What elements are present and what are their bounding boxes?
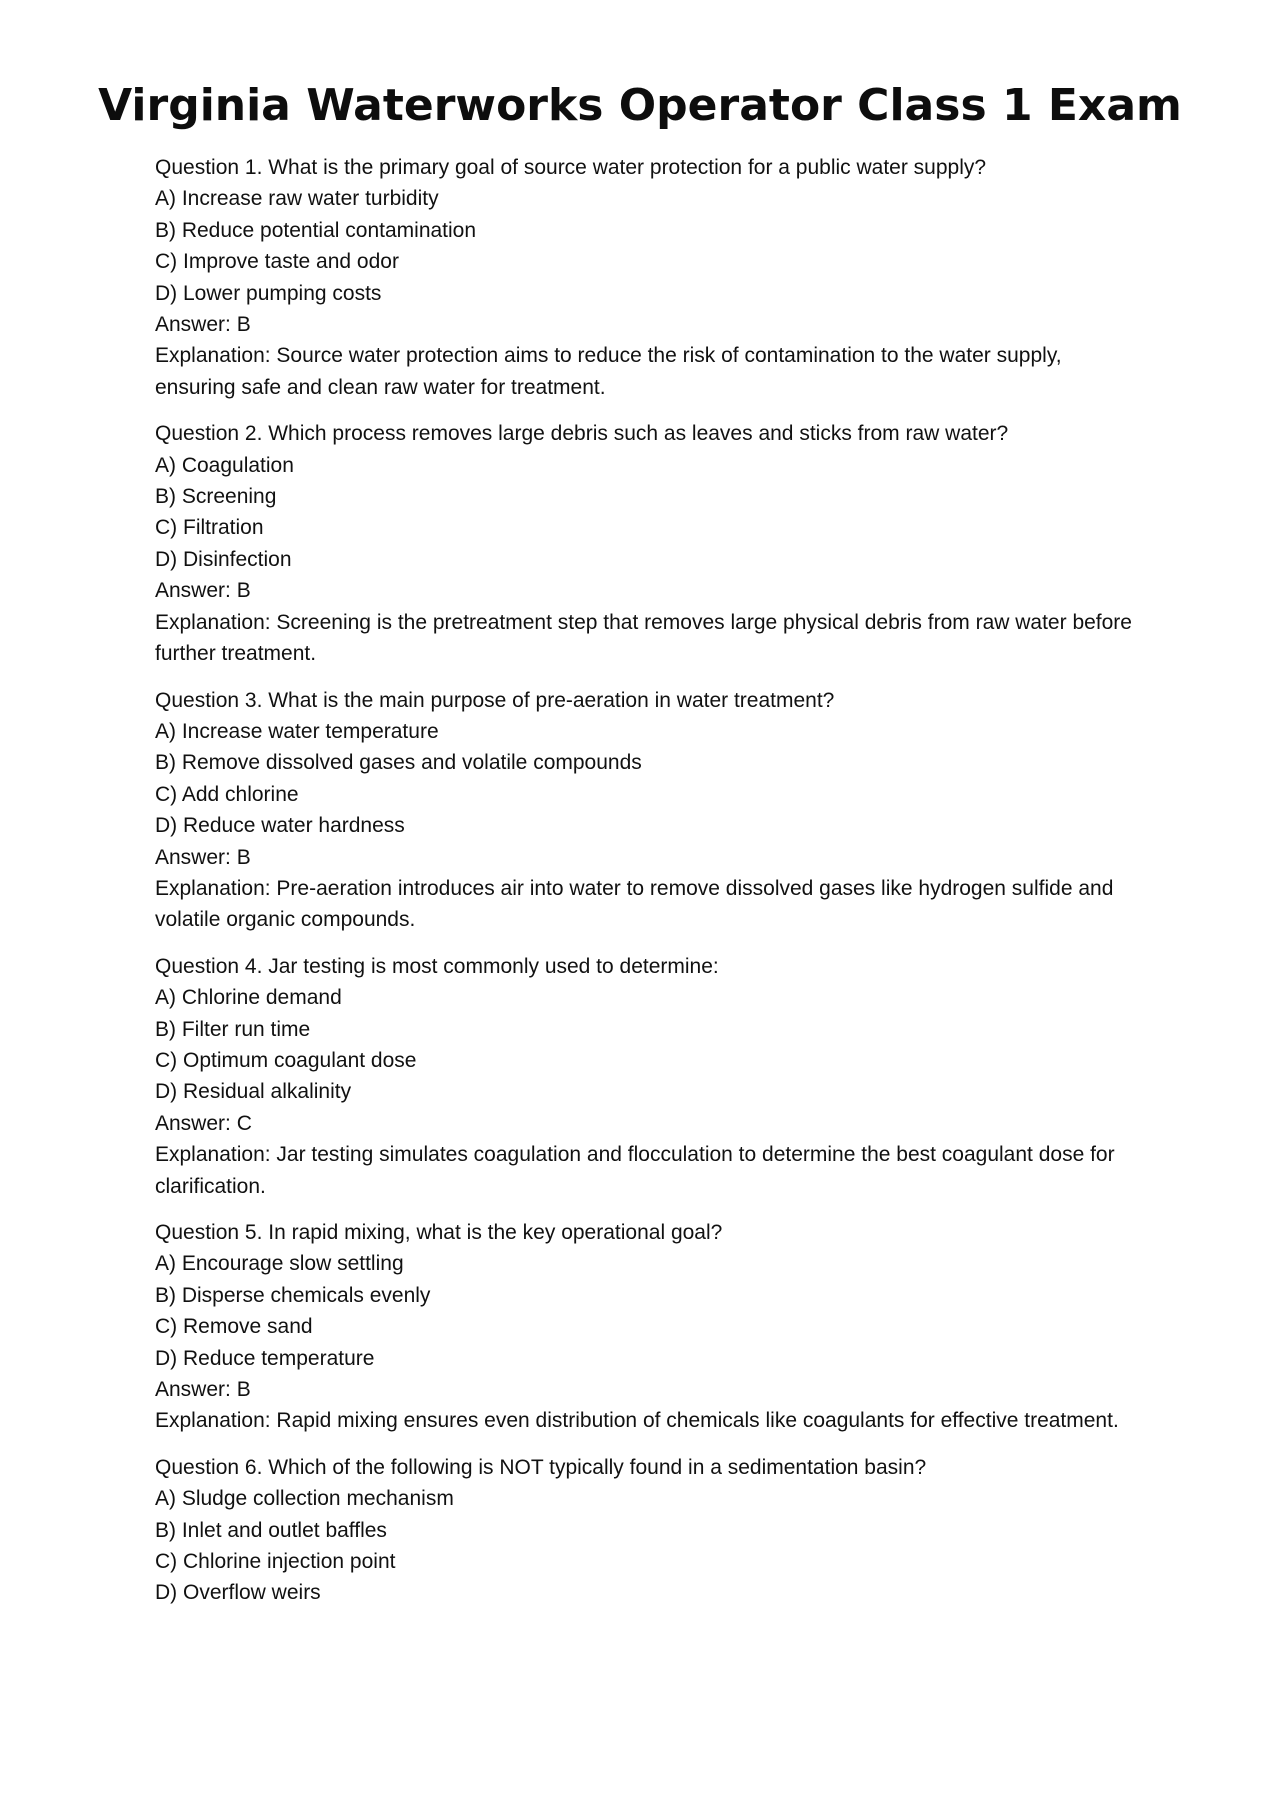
option-c: C) Optimum coagulant dose — [155, 1048, 417, 1072]
option-b: B) Screening — [155, 485, 277, 509]
option-d: D) Overflow weirs — [155, 1581, 321, 1605]
question-4 — [155, 951, 1145, 1202]
question-text: Question 6. Which of the following is NOT typically found in a sedimentation basin? — [155, 1455, 927, 1479]
option-b: B) Reduce potential contamination — [155, 218, 477, 242]
question-text: Question 1. What is the primary goal of source water protection for a public water supply? — [155, 156, 987, 179]
option-b: B) Filter run time — [155, 1017, 311, 1041]
question-list — [155, 152, 1145, 1624]
document-title: Virginia Waterworks Operator Class 1 Exam — [98, 80, 1182, 131]
option-c: C) Remove sand — [155, 1315, 313, 1339]
option-c: C) Improve taste and odor — [155, 250, 399, 274]
option-d: D) Reduce water hardness — [155, 814, 405, 838]
question-text: Question 2. Which process removes large debris such as leaves and sticks from raw water? — [155, 422, 1009, 446]
question-text: Question 5. In rapid mixing, what is the key operational goal? — [155, 1221, 723, 1244]
option-d: D) Residual alkalinity — [155, 1080, 352, 1104]
explanation: Explanation: Source water protection aims to reduce the risk of contamination to the water supply, ensuring safe and clean raw water for treatment. — [155, 344, 1062, 399]
option-b: B) Inlet and outlet baffles — [155, 1518, 387, 1542]
answer: Answer: C — [155, 1111, 252, 1135]
question-6 — [155, 1452, 1145, 1609]
question-1 — [155, 152, 1145, 403]
option-a: A) Chlorine demand — [155, 986, 342, 1010]
option-list — [155, 1483, 1145, 1609]
option-list — [155, 1248, 1145, 1374]
answer: Answer: B — [155, 845, 251, 869]
option-d: D) Disinfection — [155, 547, 292, 571]
answer: Answer: B — [155, 313, 251, 337]
explanation: Explanation: Screening is the pretreatment step that removes large physical debris from raw water before further treatment. — [155, 610, 1132, 666]
question-2 — [155, 418, 1145, 669]
explanation: Explanation: Rapid mixing ensures even distribution of chemicals like coagulants for effective treatment. — [155, 1409, 1119, 1433]
option-a: A) Coagulation — [155, 453, 294, 477]
option-d: D) Lower pumping costs — [155, 281, 382, 305]
option-list — [155, 183, 1145, 309]
option-c: C) Add chlorine — [155, 782, 299, 806]
answer: Answer: B — [155, 1378, 251, 1402]
option-a: A) Sludge collection mechanism — [155, 1487, 454, 1511]
option-c: C) Chlorine injection point — [155, 1550, 396, 1574]
explanation: Explanation: Pre-aeration introduces air into water to remove dissolved gases like hydrogen sulfide and volatile organic compounds. — [155, 876, 1114, 932]
option-list — [155, 716, 1145, 842]
option-d: D) Reduce temperature — [155, 1346, 375, 1370]
question-5 — [155, 1217, 1145, 1437]
question-text: Question 4. Jar testing is most commonly used to determine: — [155, 954, 719, 978]
option-c: C) Filtration — [155, 516, 264, 540]
option-a: A) Increase raw water turbidity — [155, 187, 439, 211]
option-b: B) Disperse chemicals evenly — [155, 1283, 431, 1307]
question-3 — [155, 685, 1145, 936]
option-list — [155, 450, 1145, 576]
explanation: Explanation: Jar testing simulates coagulation and flocculation to determine the best coagulant dose for clarification. — [155, 1143, 1115, 1198]
question-text: Question 3. What is the main purpose of pre-aeration in water treatment? — [155, 688, 835, 712]
option-a: A) Increase water temperature — [155, 719, 439, 743]
option-a: A) Encourage slow settling — [155, 1252, 404, 1276]
option-b: B) Remove dissolved gases and volatile compounds — [155, 751, 642, 775]
option-list — [155, 982, 1145, 1108]
answer: Answer: B — [155, 579, 251, 603]
